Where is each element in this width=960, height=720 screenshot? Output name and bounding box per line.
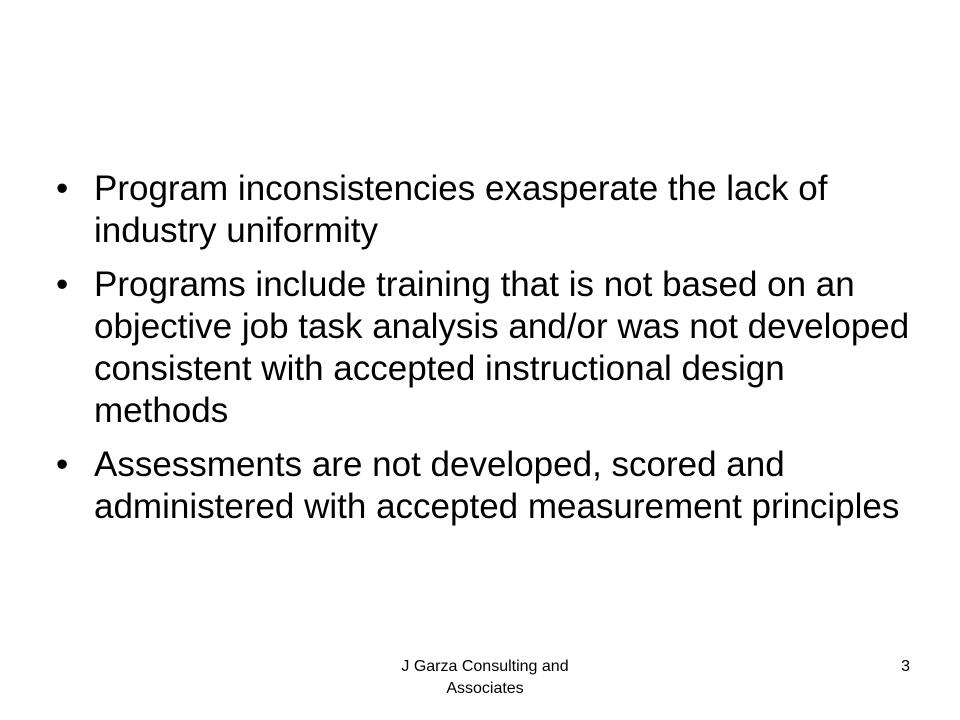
- bullet-icon: •: [56, 169, 69, 208]
- bullet-text: Program inconsistencies exasperate the lack of industry uniformity: [94, 169, 828, 250]
- bullet-icon: •: [56, 265, 69, 304]
- bullet-text: Programs include training that is not based on an objective job task analysis and/or was not developed consistent with accepted instructional design methods: [94, 265, 910, 430]
- bullet-item: [56, 444, 916, 528]
- bullet-icon: •: [56, 445, 69, 484]
- bullet-item: [56, 168, 916, 252]
- bullet-list: [56, 168, 916, 540]
- slide-footer: J Garza Consulting and Associates: [401, 658, 569, 697]
- bullet-item: [56, 264, 916, 432]
- page-number: 3: [901, 658, 910, 675]
- bullet-text: Assessments are not developed, scored and administered with accepted measurement principles: [94, 445, 900, 526]
